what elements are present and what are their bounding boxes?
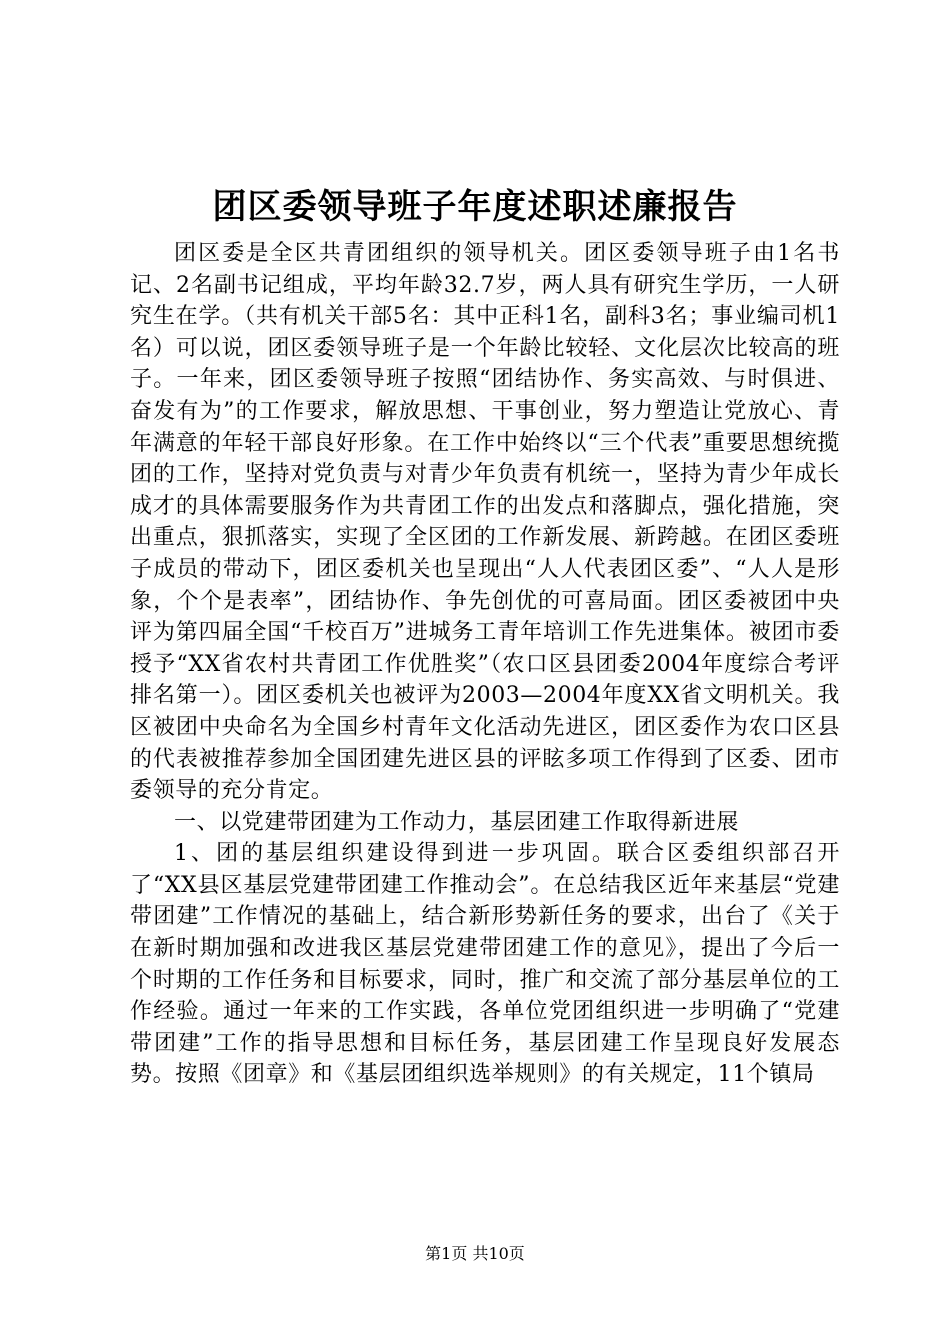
document-title: 团区委领导班子年度述职述廉报告 (212, 187, 738, 227)
page-number-footer: 第1页 共10页 (425, 1244, 525, 1263)
paragraph-section-1-item-1: 1、团的基层组织建设得到进一步巩固。联合区委组织部召开了“XX县区基层党建带团建工作推动会”。在总结我区近年来基层“党建带团建”工作情况的基础上，结合新形势新任务的要求，出台了《关于在新时期加强和改进我区基层党建带团建工作的意见》，提出了今后一个时期的工作任务和目标要求，同时，推广和交流了部分基层单位的工作经验。通过一年来的工作实践，各单位党团组织进一步明确了“党建带团建”工作的指导思想和目标任务，基层团建工作呈现良好发展态势。按照《团章》和《基层团组织选举规则》的有关规定，11个镇局 (130, 841, 840, 1088)
paragraph-intro: 团区委是全区共青团组织的领导机关。团区委领导班子由1名书记、2名副书记组成，平均年龄32.7岁，两人具有研究生学历，一人研究生在学。（共有机关干部5名：其中正科1名，副科3名；事业编司机1名）可以说，团区委领导班子是一个年龄比较轻、文化层次比较高的班子。一年来，团区委领导班子按照“团结协作、务实高效、与时俱进、奋发有为”的工作要求，解放思想、干事创业，努力塑造让党放心、青年满意的年轻干部良好形象。在工作中始终以“三个代表”重要思想统揽团的工作，坚持对党负责与对青少年负责有机统一，坚持为青少年成长成才的具体需要服务作为共青团工作的出发点和落脚点，强化措施，突出重点，狠抓落实，实现了全区团的工作新发展、新跨越。在团区委班子成员的带动下，团区委机关也呈现出“人人代表团区委”、“人人是形象，个个是表率”，团结协作、争先创优的可喜局面。团区委被团中央评为第四届全国“千校百万”进城务工青年培训工作先进集体。被团市委授予“XX省农村共青团工作优胜奖”（农口区县团委2004年度综合考评排名第一）。团区委机关也被评为2003—2004年度XX省文明机关。我区被团中央命名为全国乡村青年文化活动先进区，团区委作为农口区县的代表被推荐参加全国团建先进区县的评眩多项工作得到了区委、团市委领导的充分肯定。 (130, 241, 840, 804)
section-heading-1: 一、以党建带团建为工作动力，基层团建工作取得新进展 (174, 809, 740, 835)
document-body (130, 238, 840, 1091)
